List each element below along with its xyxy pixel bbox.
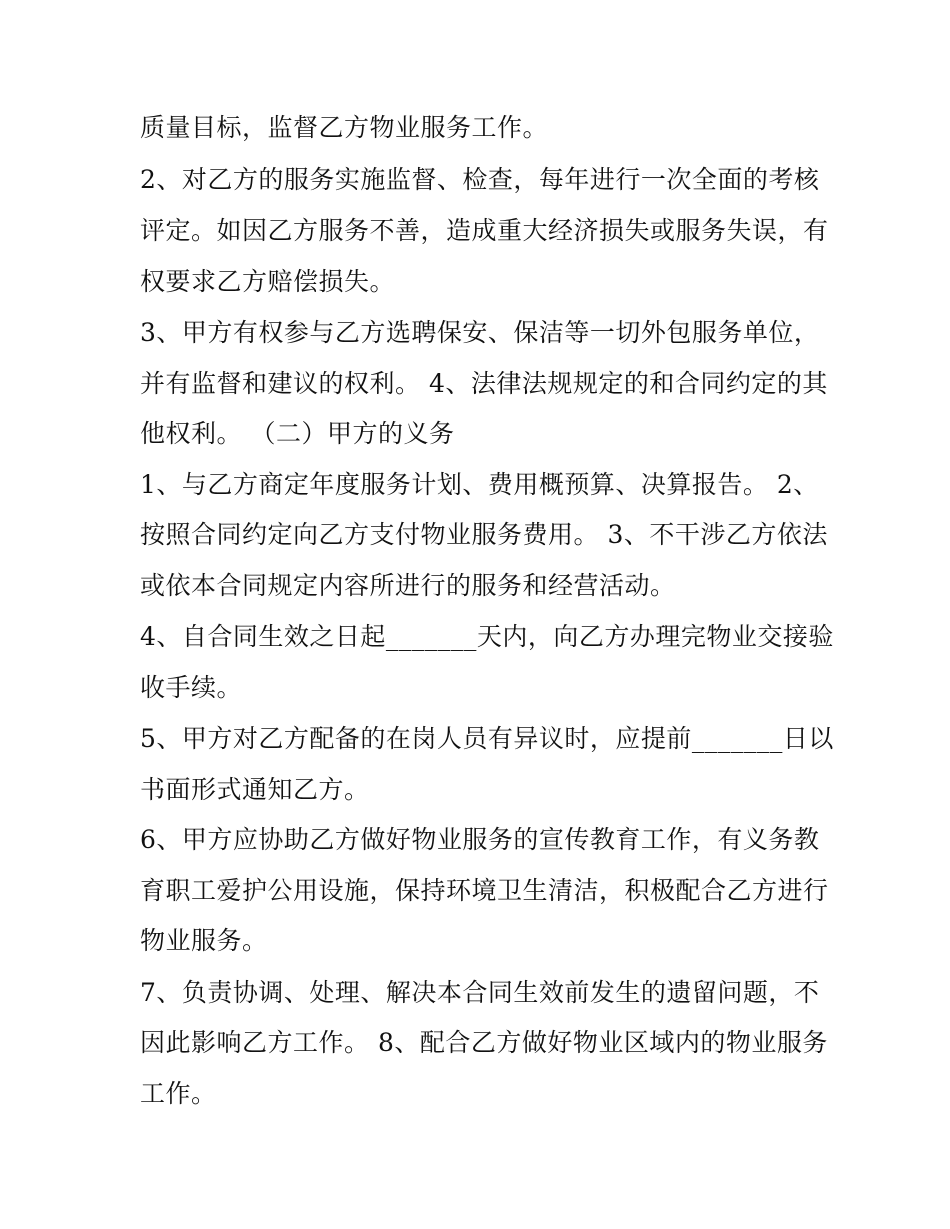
text-line-12: 收手续。 (140, 673, 243, 702)
text-line-6: 并有监督和建议的权利。 4、法律法规规定的和合同约定的其 (140, 369, 828, 398)
text-line-20: 工作。 (140, 1079, 217, 1108)
text-line-17: 物业服务。 (140, 926, 268, 955)
text-line-2: 2、对乙方的服务实施监督、检查，每年进行一次全面的考核 (140, 165, 820, 194)
text-line-14: 书面形式通知乙方。 (140, 775, 370, 804)
text-line-13: 5、甲方对乙方配备的在岗人员有异议时，应提前_______日以 (140, 724, 834, 753)
text-line-19: 因此影响乙方工作。 8、配合乙方做好物业区域内的物业服务 (140, 1028, 828, 1057)
text-line-18: 7、负责协调、处理、解决本合同生效前发生的遗留问题，不 (140, 978, 820, 1007)
text-line-8: 1、与乙方商定年度服务计划、费用概预算、决算报告。 2、 (140, 470, 819, 499)
text-line-11: 4、自合同生效之日起_______天内，向乙方办理完物业交接验 (140, 622, 834, 651)
text-line-5: 3、甲方有权参与乙方选聘保安、保洁等一切外包服务单位， (140, 318, 820, 347)
text-line-10: 或依本合同规定内容所进行的服务和经营活动。 (140, 571, 676, 600)
text-line-16: 育职工爱护公用设施，保持环境卫生清洁，积极配合乙方进行 (140, 876, 829, 905)
text-line-15: 6、甲方应协助乙方做好物业服务的宣传教育工作，有义务教 (140, 825, 820, 854)
text-line-1: 质量目标，监督乙方物业服务工作。 (140, 113, 549, 142)
text-line-4: 权要求乙方赔偿损失。 (140, 267, 396, 296)
text-line-3: 评定。如因乙方服务不善，造成重大经济损失或服务失误，有 (140, 216, 829, 245)
text-line-9: 按照合同约定向乙方支付物业服务费用。 3、不干涉乙方依法 (140, 520, 828, 549)
text-line-7: 他权利。 （二）甲方的义务 (140, 419, 455, 448)
